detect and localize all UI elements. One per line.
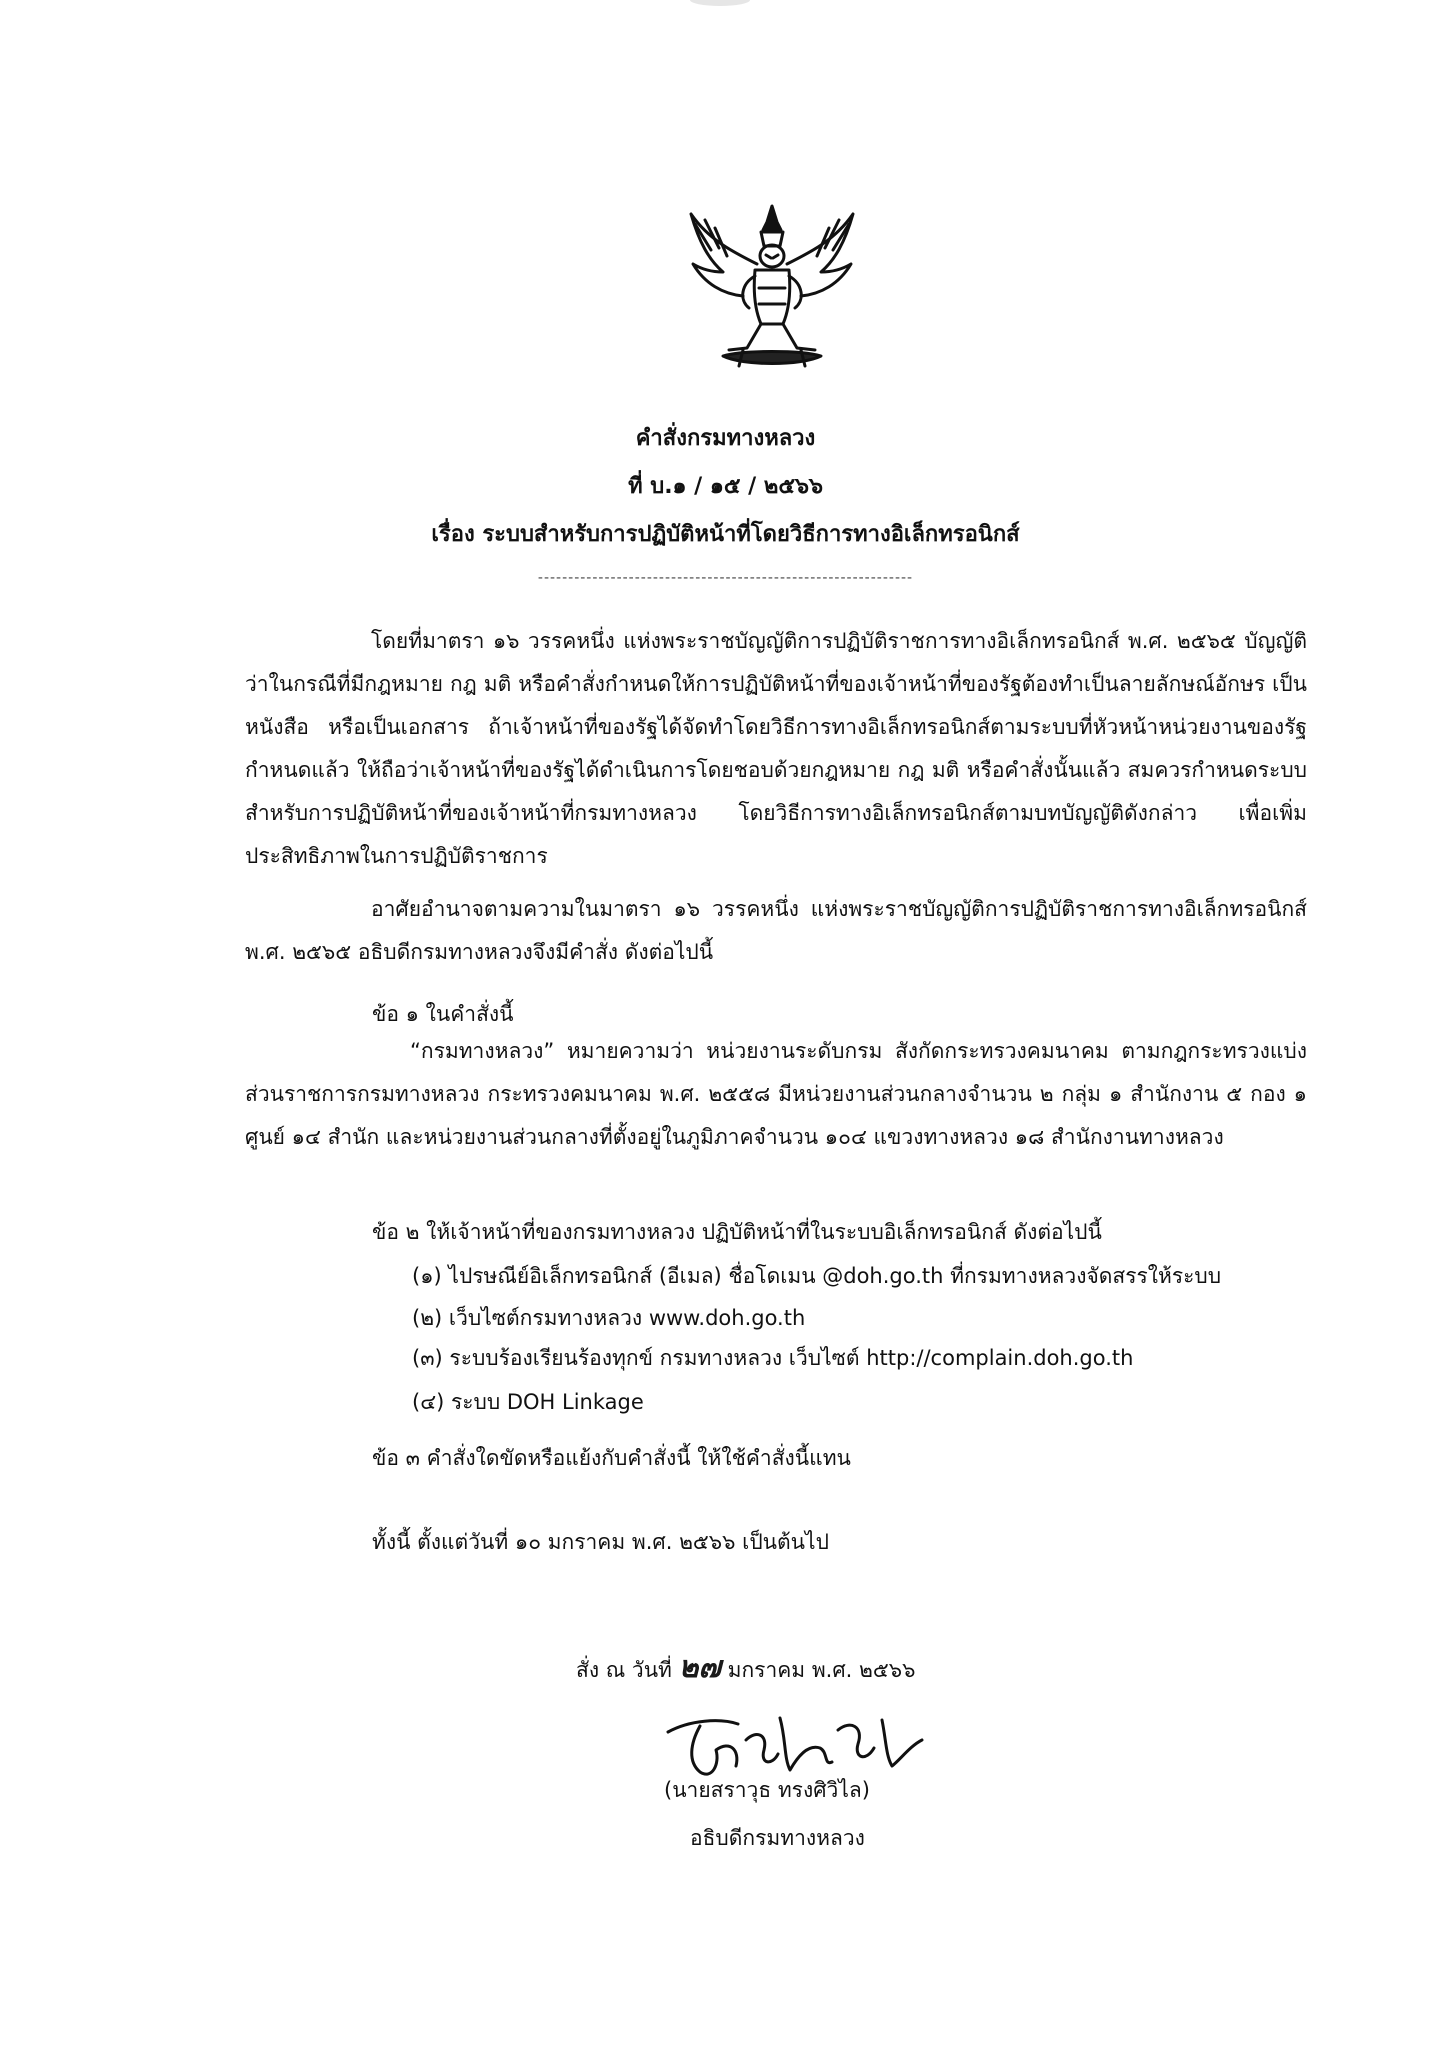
clause-2-heading: ข้อ ๒ ให้เจ้าหน้าที่ของกรมทางหลวง ปฏิบัติหน้าที่ในระบบอิเล็กทรอนิกส์ ดังต่อไปนี้ xyxy=(372,1220,1102,1244)
paragraph-authority: อาศัยอำนาจตามความในมาตรา ๑๖ วรรคหนึ่ง แห่งพระราชบัญญัติการปฏิบัติราชการทางอิเล็กทรอนิกส์ พ.ศ. ๒๕๖๕ อธิบดีกรมทางหลวงจึงมีคำสั่ง ดังต่อไปนี้ xyxy=(245,897,1307,964)
divider-line: -------------------------------------------------------------- xyxy=(537,570,914,586)
clause-2-item: (๓) ระบบร้องเรียนร้องทุกข์ กรมทางหลวง เว็บไซต์ http://complain.doh.go.th xyxy=(412,1346,1134,1370)
scan-smudge xyxy=(690,0,750,6)
signer-title: อธิบดีกรมทางหลวง xyxy=(690,1826,865,1850)
signer-name: (นายสราวุธ ทรงศิวิไล) xyxy=(664,1778,870,1802)
order-date-day: ๒๗ xyxy=(678,1650,721,1685)
garuda-emblem-icon xyxy=(683,200,861,372)
paragraph-preamble: โดยที่มาตรา ๑๖ วรรคหนึ่ง แห่งพระราชบัญญัติการปฏิบัติราชการทางอิเล็กทรอนิกส์ พ.ศ. ๒๕๖๕ บัญญัติว่าในกรณีที่มีกฎหมาย กฎ มติ หรือคำสั่งกำหนดให้การปฏิบัติหน้าที่ของเจ้าหน้าที่ของรัฐต้องทำเป็นลายลักษณ์อักษร เป็นหนังสือ หรือเป็นเอกสาร ถ้าเจ้าหน้าที่ของรัฐได้จัดทำโดยวิธีการทางอิเล็กทรอนิกส์ตามระบบที่หัวหน้าหน่วยงานของรัฐกำหนดแล้ว ให้ถือว่าเจ้าหน้าที่ของรัฐได้ดำเนินการโดยชอบด้วยกฎหมาย กฎ มติ หรือคำสั่งนั้นแล้ว สมควรกำหนดระบบสำหรับการปฏิบัติหน้าที่ของเจ้าหน้าที่กรมทางหลวง โดยวิธีการทางอิเล็กทรอนิกส์ตามบทบัญญัติดังกล่าว เพื่อเพิ่มประสิทธิภาพในการปฏิบัติราชการ xyxy=(245,629,1307,868)
order-date-suffix: มกราคม พ.ศ. ๒๕๖๖ xyxy=(727,1658,916,1682)
effective-date: ทั้งนี้ ตั้งแต่วันที่ ๑๐ มกราคม พ.ศ. ๒๕๖๖ เป็นต้นไป xyxy=(372,1530,829,1554)
document-subject: เรื่อง ระบบสำหรับการปฏิบัติหน้าที่โดยวิธีการทางอิเล็กทรอนิกส์ xyxy=(431,522,1020,547)
order-date xyxy=(576,1650,915,1688)
document-number: ที่ บ.๑ / ๑๕ / ๒๕๖๖ xyxy=(628,474,823,499)
clause-3: ข้อ ๓ คำสั่งใดขัดหรือแย้งกับคำสั่งนี้ ให้ใช้คำสั่งนี้แทน xyxy=(372,1446,851,1470)
clause-2-item: (๒) เว็บไซต์กรมทางหลวง www.doh.go.th xyxy=(412,1306,806,1330)
order-date-prefix: สั่ง ณ วันที่ xyxy=(576,1658,672,1682)
clause-1-definition: “กรมทางหลวง” หมายความว่า หน่วยงานระดับกรม สังกัดกระทรวงคมนาคม ตามกฎกระทรวงแบ่งส่วนราชการกรมทางหลวง กระทรวงคมนาคม พ.ศ. ๒๕๕๘ มีหน่วยงานส่วนกลางจำนวน ๒ กลุ่ม ๑ สำนักงาน ๕ กอง ๑ ศูนย์ ๑๔ สำนัก และหน่วยงานส่วนกลางที่ตั้งอยู่ในภูมิภาคจำนวน ๑๐๔ แขวงทางหลวง ๑๘ สำนักงานทางหลวง xyxy=(245,1039,1307,1149)
clause-2-item: (๑) ไปรษณีย์อิเล็กทรอนิกส์ (อีเมล) ชื่อโดเมน @doh.go.th ที่กรมทางหลวงจัดสรรให้ระบบ xyxy=(412,1264,1222,1288)
clause-1-heading: ข้อ ๑ ในคำสั่งนี้ xyxy=(372,1002,514,1026)
clause-2-item: (๔) ระบบ DOH Linkage xyxy=(412,1390,644,1414)
document-title: คำสั่งกรมทางหลวง xyxy=(635,426,816,451)
